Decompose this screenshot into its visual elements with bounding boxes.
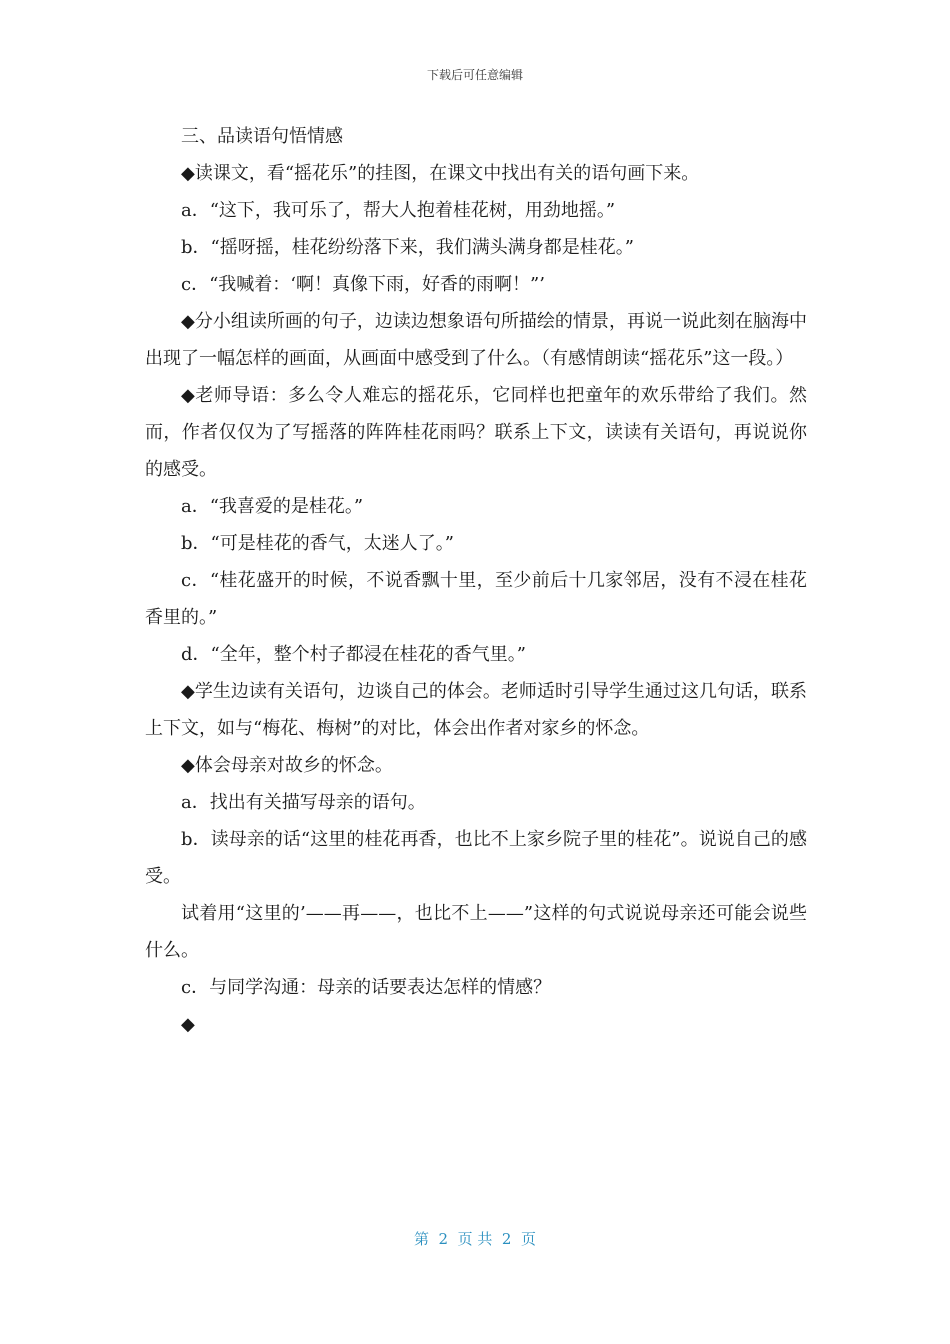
- quote-item-c: c．“我喊着：‘啊！真像下雨，好香的雨啊！”’: [181, 274, 545, 295]
- list-item-a: a．找出有关描写母亲的语句。: [181, 792, 426, 813]
- paragraph: 试着用“这里的’——再——，也比不上——”这样的句式说说母亲还可能会说些什么。: [145, 903, 807, 961]
- document-body: [145, 118, 807, 1043]
- quote-item-d: d．“全年，整个村子都浸在桂花的香气里。”: [181, 644, 526, 665]
- quote-item-b: b．“可是桂花的香气，太迷人了。”: [181, 533, 454, 554]
- paragraph: ◆体会母亲对故乡的怀念。: [181, 755, 393, 776]
- list-item-c: c．与同学沟通：母亲的话要表达怎样的情感？: [181, 977, 552, 998]
- list-item-b: b．读母亲的话“这里的桂花再香，也比不上家乡院子里的桂花”。说说自己的感受。: [145, 829, 807, 887]
- paragraph: ◆老师导语：多么令人难忘的摇花乐，它同样也把童年的欢乐带给了我们。然而，作者仅仅为了写摇落的阵阵桂花雨吗？联系上下文，读读有关语句，再说说你的感受。: [145, 385, 807, 480]
- bullet-diamond: ◆: [181, 1014, 195, 1035]
- paragraph: ◆分小组读所画的句子，边读边想象语句所描绘的情景，再说一说此刻在脑海中出现了一幅怎样的画面，从画面中感受到了什么。（有感情朗读“摇花乐”这一段。）: [145, 311, 807, 369]
- quote-item-a: a．“这下，我可乐了，帮大人抱着桂花树，用劲地摇。”: [181, 200, 616, 221]
- paragraph: ◆学生边读有关语句，边谈自己的体会。老师适时引导学生通过这几句话，联系上下文，如与“梅花、梅树”的对比，体会出作者对家乡的怀念。: [145, 681, 807, 739]
- quote-item-a: a．“我喜爱的是桂花。”: [181, 496, 364, 517]
- paragraph: ◆读课文，看“摇花乐”的挂图，在课文中找出有关的语句画下来。: [181, 163, 700, 184]
- section-heading: 三、品读语句悟情感: [181, 126, 343, 147]
- quote-item-b: b．“摇呀摇，桂花纷纷落下来，我们满头满身都是桂花。”: [181, 237, 634, 258]
- page-footer: 第 2 页 共 2 页: [414, 1230, 536, 1248]
- page-header: 下载后可任意编辑: [426, 68, 523, 82]
- quote-item-c: c．“桂花盛开的时候，不说香飘十里，至少前后十几家邻居，没有不浸在桂花香里的。”: [145, 570, 807, 628]
